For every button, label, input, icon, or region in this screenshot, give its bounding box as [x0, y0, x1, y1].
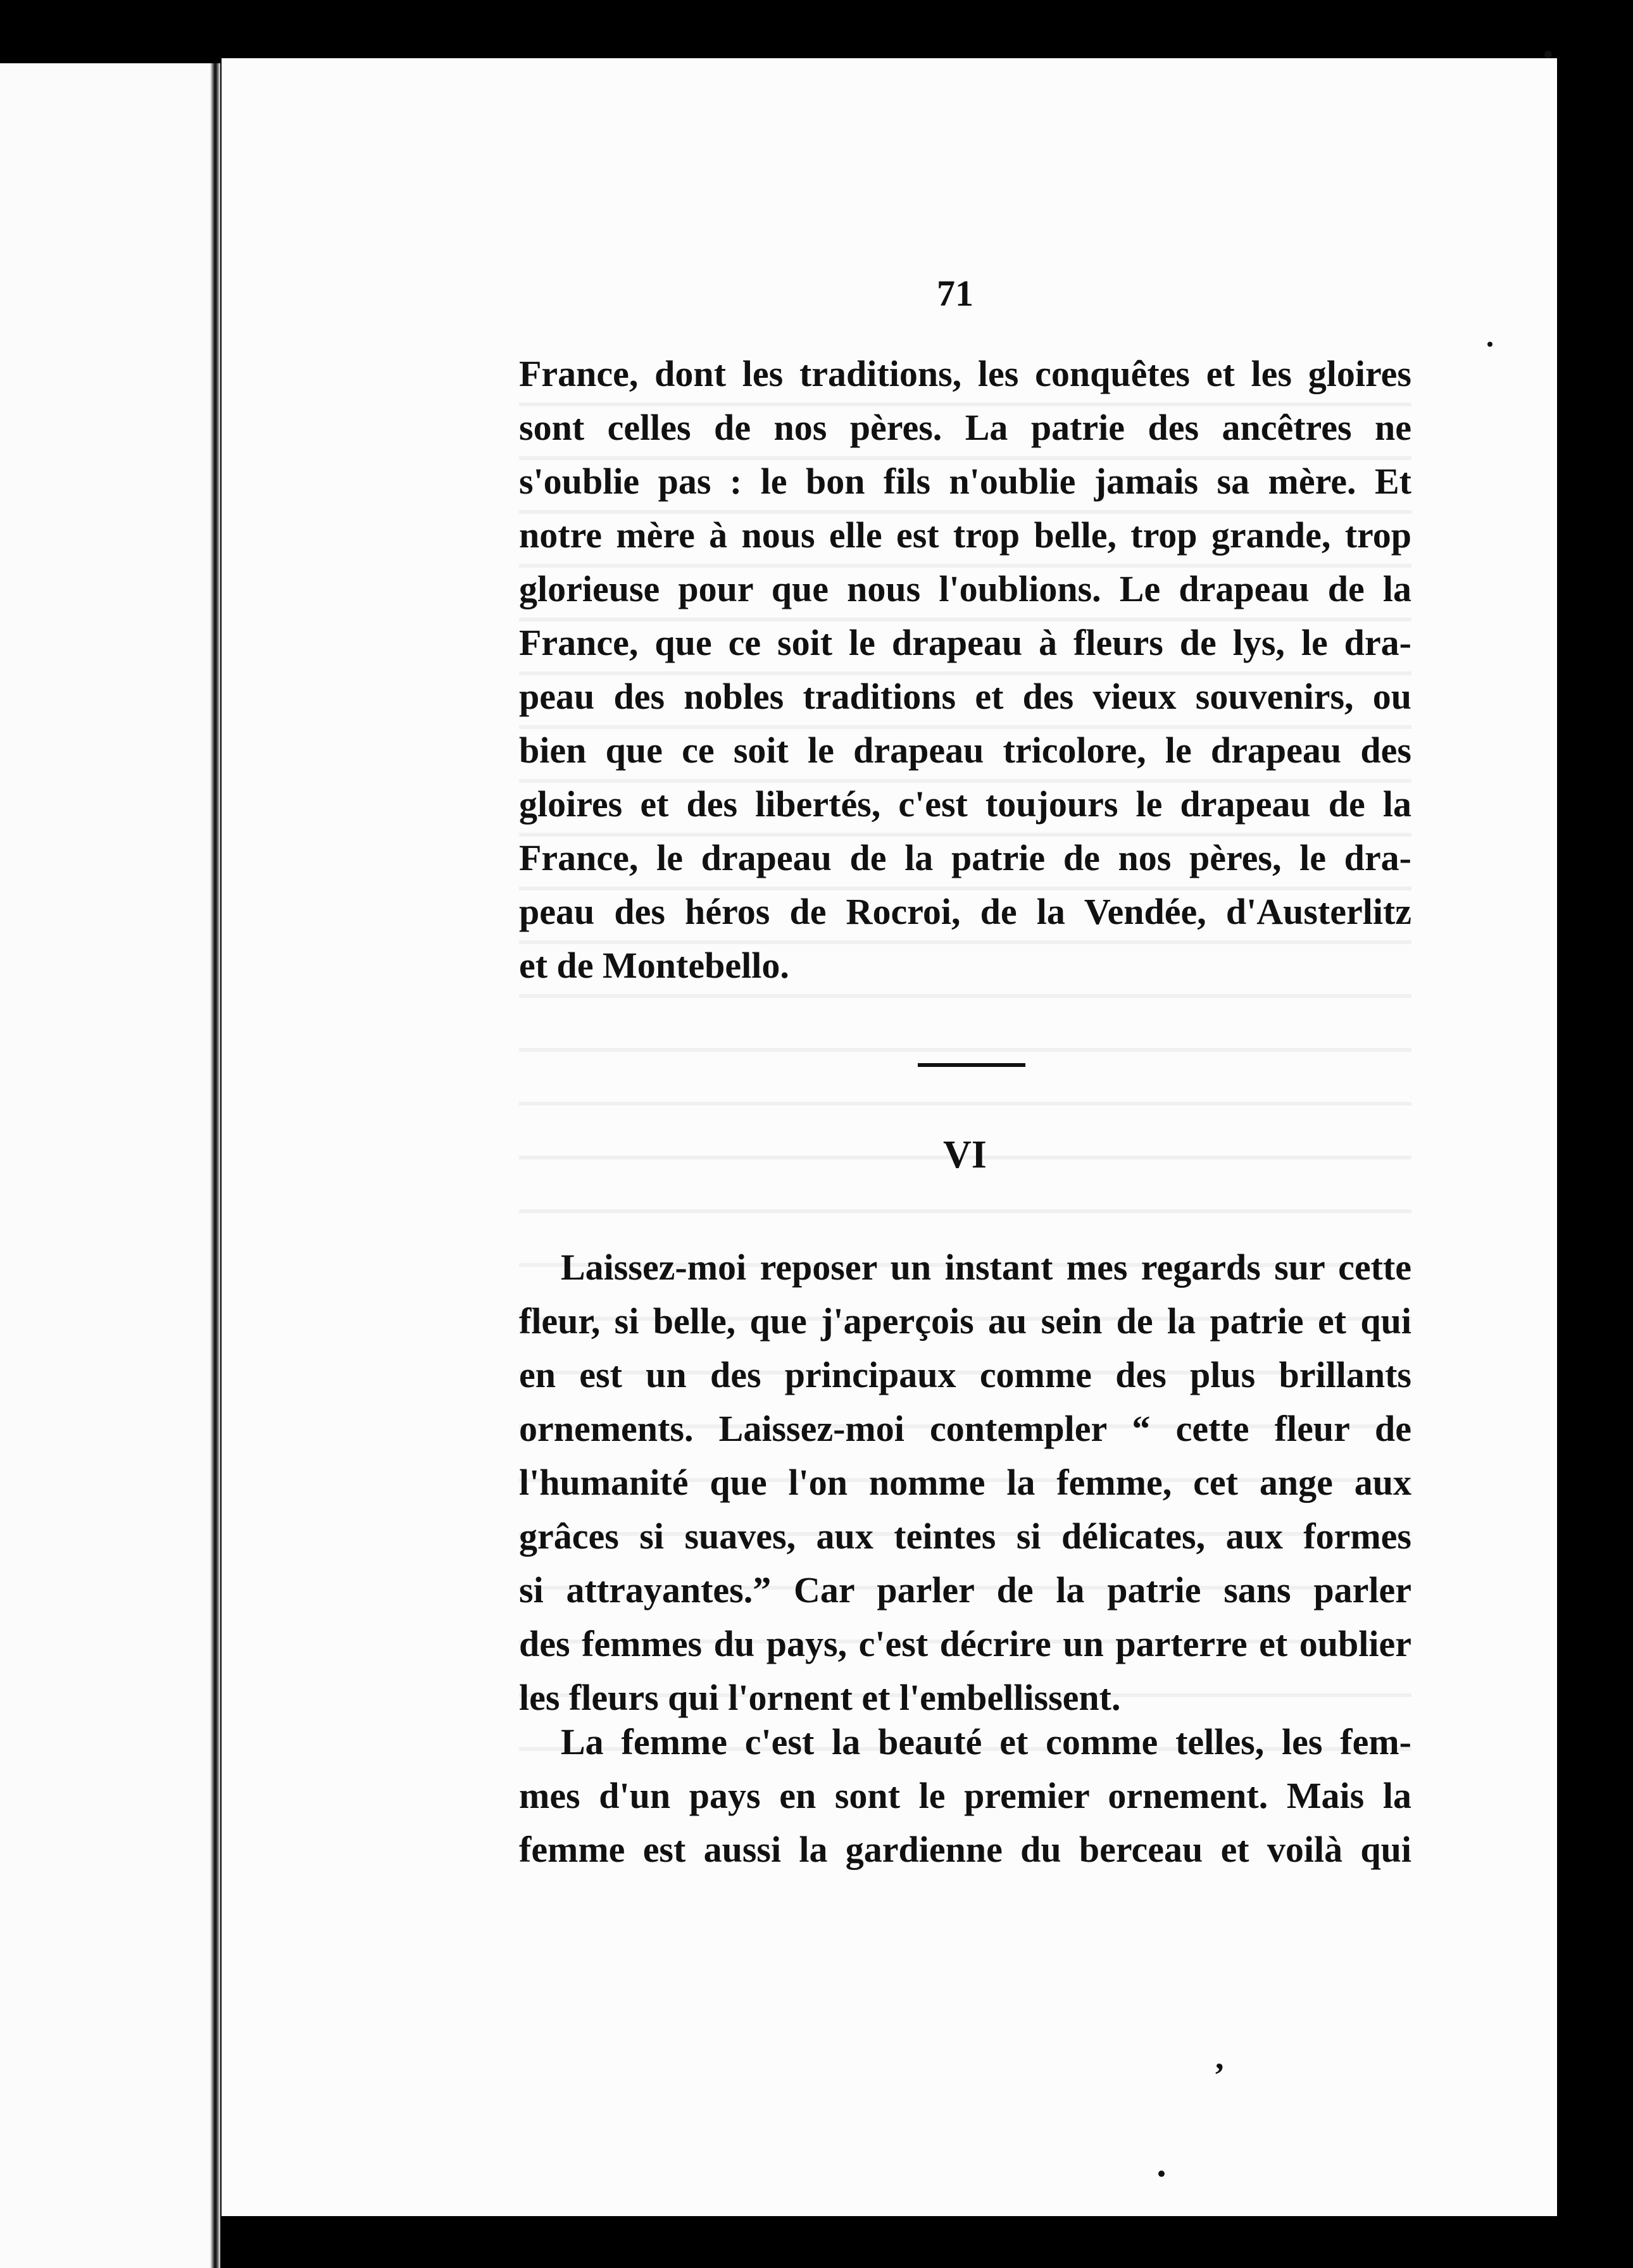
text-line: fleur, si belle, que j'aperçois au sein de la patrie et qui — [519, 1300, 1411, 1342]
page-number: 71 — [937, 273, 973, 314]
text-line: s'oublie pas : le bon fils n'oublie jamais sa mère. Et — [519, 461, 1411, 502]
text-line: sont celles de nos pères. La patrie des ancêtres ne — [519, 407, 1411, 448]
text-line: l'humanité que l'on nomme la femme, cet ange aux — [519, 1462, 1411, 1503]
section-divider — [918, 1063, 1025, 1067]
text-line: mes d'un pays en sont le premier ornement. Mais la — [519, 1775, 1411, 1816]
paragraph-1 — [519, 347, 1411, 992]
text-line: France, dont les traditions, les conquêtes et les gloires — [519, 353, 1411, 394]
text-line: France, le drapeau de la patrie de nos pères, le dra- — [519, 837, 1411, 878]
text-line: gloires et des libertés, c'est toujours le drapeau de la — [519, 783, 1411, 825]
paragraph-2 — [519, 1240, 1411, 1724]
book-gutter — [210, 63, 220, 2268]
text-line: bien que ce soit le drapeau tricolore, le drapeau des — [519, 730, 1411, 771]
text-line: femme est aussi la gardienne du berceau et voilà qui — [519, 1829, 1411, 1870]
text-line: France, que ce soit le drapeau à fleurs de lys, le dra- — [519, 622, 1411, 663]
ink-speck — [1158, 2171, 1165, 2177]
text-line: si attrayantes.” Car parler de la patrie sans parler — [519, 1569, 1411, 1611]
text-line: peau des héros de Rocroi, de la Vendée, d'Austerlitz — [519, 891, 1411, 932]
stray-ink-mark: , — [1215, 2038, 1224, 2076]
text-line: des femmes du pays, c'est décrire un parterre et oublier — [519, 1623, 1411, 1664]
text-line: ornements. Laissez-moi contempler “ cette fleur de — [519, 1408, 1411, 1449]
ink-speck — [1544, 51, 1552, 58]
facing-page-edge — [0, 63, 218, 2268]
text-line: glorieuse pour que nous l'oublions. Le drapeau de la — [519, 568, 1411, 609]
section-heading: VI — [943, 1133, 987, 1176]
text-line: et de Montebello. — [519, 945, 789, 986]
text-line: La femme c'est la beauté et comme telles, les fem- — [561, 1721, 1411, 1762]
text-line: les fleurs qui l'ornent et l'embellissent. — [519, 1677, 1121, 1718]
paragraph-3 — [519, 1715, 1411, 1876]
text-line: grâces si suaves, aux teintes si délicates, aux formes — [519, 1516, 1411, 1557]
text-line: Laissez-moi reposer un instant mes regards sur cette — [561, 1247, 1411, 1288]
text-line: en est un des principaux comme des plus brillants — [519, 1354, 1411, 1395]
text-line: peau des nobles traditions et des vieux souvenirs, ou — [519, 676, 1411, 717]
text-line: notre mère à nous elle est trop belle, trop grande, trop — [519, 514, 1411, 556]
ink-speck — [1487, 342, 1492, 347]
